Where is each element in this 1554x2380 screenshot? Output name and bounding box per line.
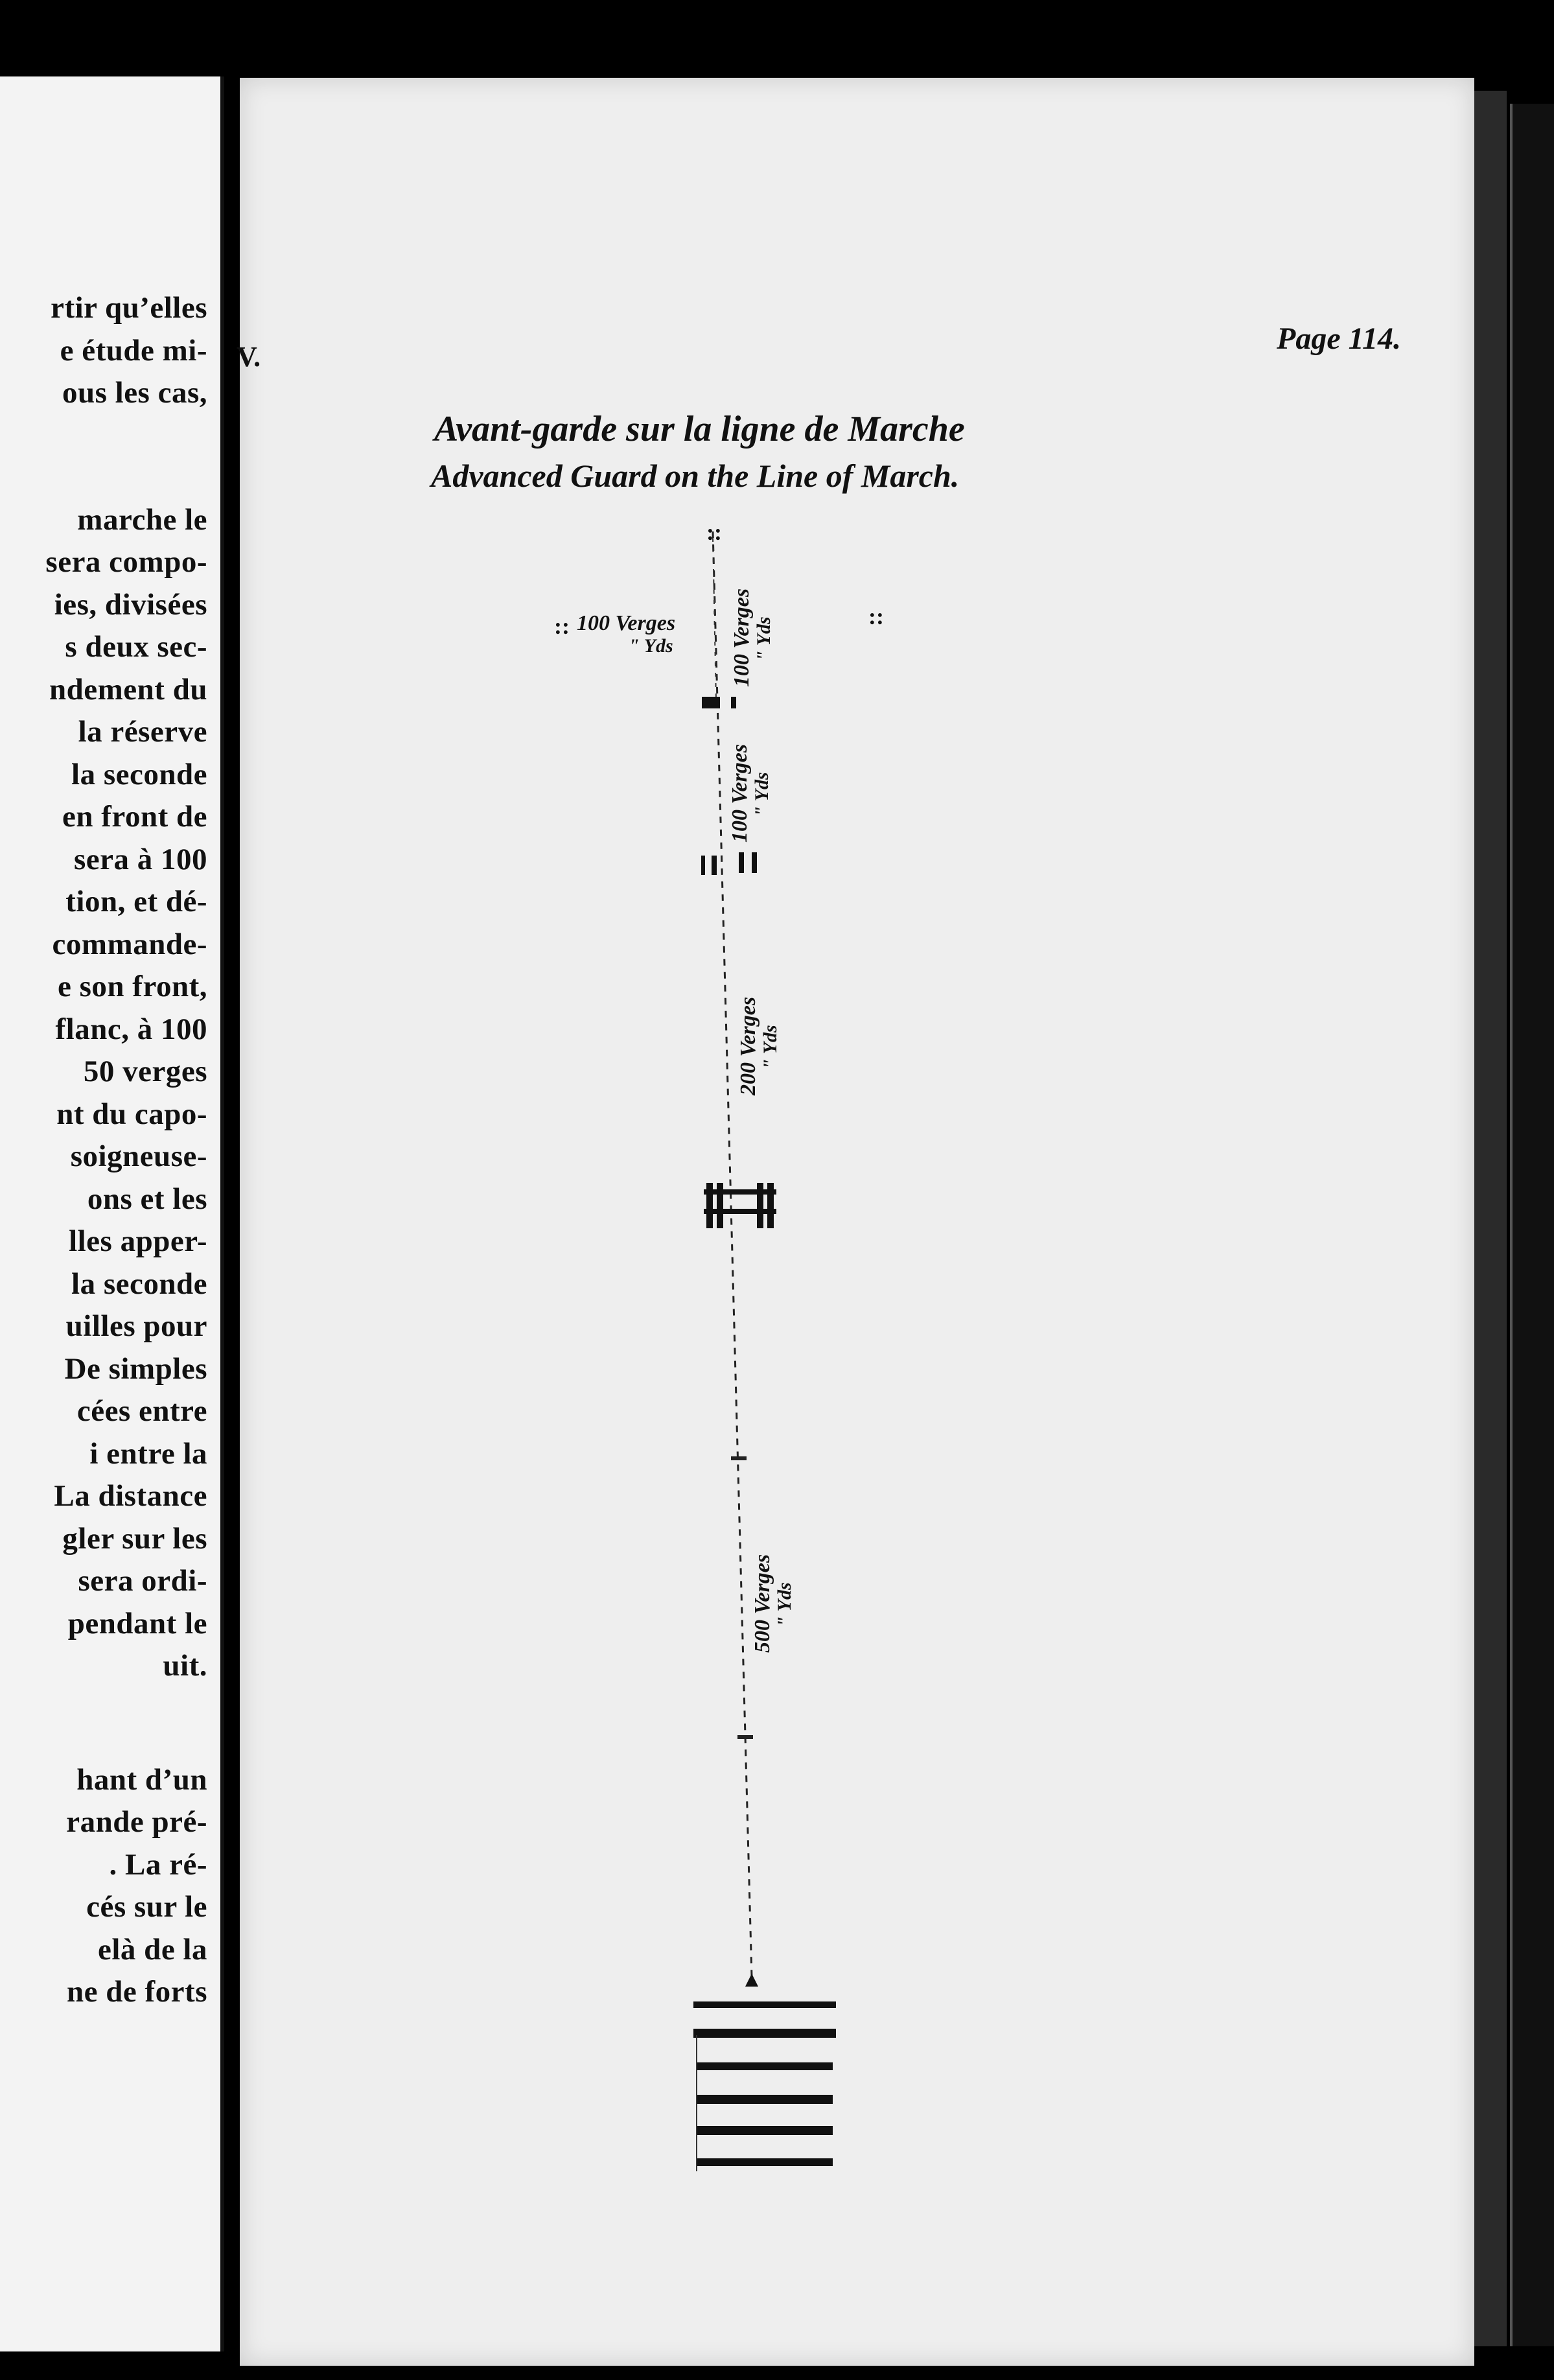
text-line: uilles pour [65, 1309, 207, 1343]
text-line: en front de [62, 800, 207, 834]
plate-marker: V. [237, 341, 261, 373]
text-line: sera à 100 [73, 842, 207, 876]
text-line: . La ré- [109, 1847, 207, 1882]
label-flank-top: 100 Verges " Yds [730, 588, 774, 687]
text-line: elà de la [98, 1932, 207, 1966]
text-line: rande pré- [66, 1805, 207, 1839]
text-line: sera ordi- [78, 1564, 207, 1598]
label-flank-left: 100 Verges " Yds [577, 611, 676, 657]
top-marker: :: [706, 519, 722, 545]
text-line: hant d’un [76, 1762, 207, 1797]
text-line: ous les cas, [62, 376, 207, 410]
text-line: De simples [64, 1351, 207, 1386]
text-line: ndement du [49, 672, 207, 706]
text-line: s deux sec- [65, 630, 207, 664]
text-line: sera compo- [45, 545, 207, 579]
text-line: la seconde [71, 1266, 207, 1301]
text-line: cés sur le [86, 1890, 207, 1924]
text-line: commande- [52, 927, 207, 961]
text-line: nt du capo- [56, 1097, 207, 1131]
advanced-guard [704, 1183, 776, 1228]
text-line: tion, et dé- [65, 885, 207, 918]
point-group-2c [739, 852, 744, 873]
flank-marker-right: :: [868, 603, 884, 629]
text-line: 50 verges [83, 1055, 207, 1088]
text-line: cées entre [76, 1394, 207, 1428]
page-number: Page 114. [1277, 321, 1401, 356]
text-line: e étude mi- [60, 333, 207, 368]
point-group-1-dot [731, 697, 736, 708]
diagram-title-french: Avant-garde sur la ligne de Marche [434, 409, 965, 449]
text-line: La distance [54, 1479, 207, 1513]
flank-marker-left: :: [554, 613, 570, 639]
text-line: ons et les [87, 1182, 207, 1216]
point-group-1 [702, 697, 720, 708]
text-line: la réserve [78, 715, 207, 749]
label-distance-2: 200 Verges " Yds [736, 996, 781, 1095]
label-distance-3: 500 Verges " Yds [750, 1554, 795, 1653]
text-line: marche le [77, 502, 207, 537]
text-line: gler sur les [62, 1521, 207, 1556]
diagram-title-english: Advanced Guard on the Line of March. [431, 458, 960, 494]
text-line: la seconde [71, 757, 207, 791]
text-line: lles apper- [69, 1224, 207, 1258]
text-line: pendant le [67, 1606, 207, 1640]
point-group-2 [701, 856, 705, 875]
arrow-head [745, 1974, 758, 1987]
text-line: ne de forts [67, 1975, 207, 2009]
text-line: uit. [163, 1649, 207, 1683]
text-line: flanc, à 100 [55, 1012, 207, 1046]
text-line: soigneuse- [70, 1139, 207, 1173]
point-group-2d [752, 852, 757, 873]
point-group-2b [712, 856, 717, 875]
text-line: i entre la [89, 1436, 207, 1471]
text-line: ies, divisées [54, 587, 207, 622]
label-distance-1: 100 Verges " Yds [728, 743, 772, 843]
text-line: e son front, [58, 970, 207, 1003]
main-body [693, 2001, 836, 2171]
text-line: rtir qu’elles [51, 291, 207, 325]
